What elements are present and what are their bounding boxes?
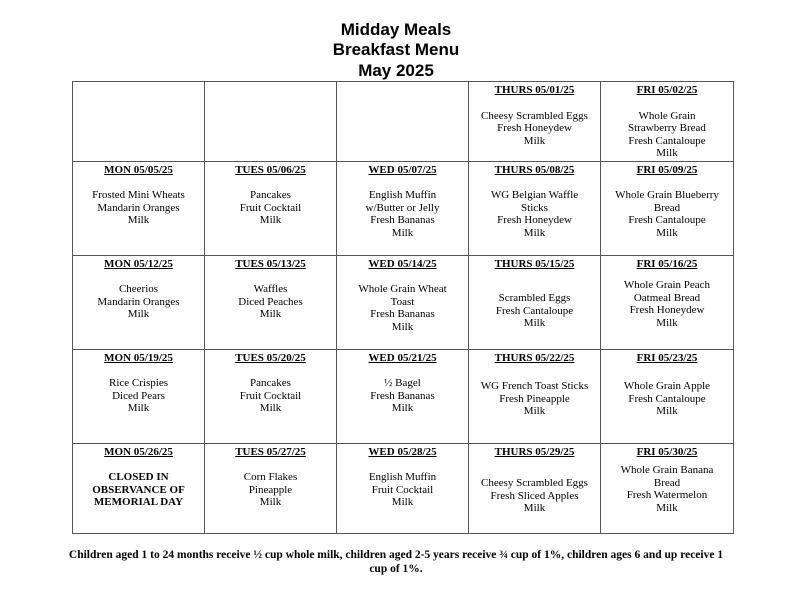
day-cell [205, 443, 337, 533]
menu-item: Milk [656, 147, 678, 159]
day-date: THURS 05/08/25 [494, 163, 575, 176]
day-cell [601, 82, 734, 162]
day-cell [337, 349, 469, 443]
day-menu [207, 189, 334, 227]
menu-item: Milk [259, 402, 282, 414]
week-row [73, 161, 734, 255]
day-date: MON 05/12/25 [104, 257, 173, 270]
day-cell [73, 161, 205, 255]
day-date: WED 05/07/25 [368, 163, 437, 176]
day-menu [471, 292, 598, 330]
day-date: TUES 05/13/25 [235, 257, 306, 270]
day-cell [205, 161, 337, 255]
day-menu [75, 377, 202, 415]
menu-item: MEMORIAL DAY [93, 496, 184, 508]
menu-item: Mandarin Oranges [97, 295, 180, 308]
menu-item: Cheesy Scrambled Eggs [481, 109, 588, 122]
day-date: FRI 05/30/25 [636, 445, 698, 458]
menu-item: CLOSED IN [108, 471, 169, 483]
day-menu [471, 189, 598, 239]
day-date: THURS 05/01/25 [494, 84, 575, 96]
menu-item: Fresh Honeydew [497, 214, 572, 226]
day-menu [603, 464, 731, 514]
day-date: TUES 05/27/25 [235, 445, 306, 458]
week-row [73, 255, 734, 349]
menu-item: Milk [656, 405, 678, 417]
menu-item: Whole Grain Peach [623, 279, 711, 291]
day-cell [469, 255, 601, 349]
day-cell [73, 443, 205, 533]
menu-item: Milk [523, 226, 546, 239]
menu-item: Whole Grain [638, 109, 696, 122]
day-date: MON 05/26/25 [104, 445, 173, 458]
menu-item: w/Butter or Jelly [365, 201, 440, 214]
day-date: TUES 05/06/25 [235, 163, 306, 176]
week-row [73, 82, 734, 162]
menu-item: Milk [127, 308, 150, 320]
menu-item: Whole Grain Banana [620, 464, 714, 476]
day-menu [339, 471, 466, 509]
week-row [73, 443, 734, 533]
empty-day-cell [337, 82, 469, 162]
menu-item: Milk [391, 226, 414, 239]
menu-item: Milk [391, 320, 414, 333]
menu-item: Milk [523, 405, 546, 417]
day-cell [469, 161, 601, 255]
menu-item: Rice Crispies [109, 377, 168, 389]
day-cell [73, 349, 205, 443]
day-menu [471, 380, 598, 418]
menu-item: Milk [391, 402, 414, 414]
menu-item: Waffles [253, 283, 288, 295]
menu-item: Fruit Cocktail [239, 201, 302, 214]
day-menu [75, 189, 202, 227]
day-menu [207, 283, 334, 321]
menu-item: Frosted Mini Wheats [92, 189, 185, 201]
menu-item: Fresh Bananas [370, 214, 435, 226]
menu-item: Whole Grain Apple [623, 380, 711, 392]
menu-item: Cheerios [118, 283, 159, 295]
menu-item: Mandarin Oranges [97, 201, 180, 214]
menu-item: Diced Pears [112, 389, 165, 402]
day-menu [339, 377, 466, 415]
day-menu [207, 377, 334, 415]
menu-subtitle: Breakfast Menu [332, 40, 460, 59]
menu-item: Milk [259, 214, 282, 226]
day-cell [337, 161, 469, 255]
menu-item: Milk [656, 226, 678, 239]
menu-item: Pancakes [250, 189, 291, 201]
day-menu [471, 477, 598, 515]
menu-item: Fresh Sliced Apples [490, 489, 579, 502]
day-cell [469, 82, 601, 162]
closure-notice [75, 471, 202, 509]
menu-item: Oatmeal Bread [633, 291, 701, 304]
menu-month: May 2025 [358, 61, 434, 80]
menu-item: Fresh Cantaloupe [628, 214, 706, 226]
day-date: MON 05/19/25 [104, 351, 173, 364]
day-menu [339, 283, 466, 333]
day-menu [603, 110, 731, 160]
menu-item: Fresh Bananas [370, 389, 435, 402]
day-cell [601, 349, 734, 443]
menu-item: WG Belgian Waffle [490, 189, 579, 201]
menu-item: Fresh Cantaloupe [495, 304, 574, 317]
menu-item: Milk [127, 214, 150, 226]
menu-item: Milk [259, 308, 282, 320]
empty-day-cell [205, 82, 337, 162]
menu-item: Fresh Honeydew [629, 304, 705, 316]
menu-title: Midday Meals [340, 20, 452, 39]
day-cell [601, 255, 734, 349]
menu-item: Milk [391, 496, 414, 508]
menu-item: Bread [653, 476, 681, 489]
menu-item: Scrambled Eggs [498, 292, 571, 304]
menu-item: Corn Flakes [243, 471, 298, 483]
menu-item: Fresh Pineapple [499, 392, 570, 405]
day-date: FRI 05/02/25 [636, 84, 698, 96]
menu-item: Milk [523, 502, 546, 514]
menu-item: English Muffin [368, 471, 437, 483]
day-cell [469, 349, 601, 443]
day-cell [601, 443, 734, 533]
day-menu [75, 283, 202, 321]
day-cell [205, 349, 337, 443]
menu-item: Whole Grain Blueberry [615, 189, 719, 201]
week-row [73, 349, 734, 443]
menu-item: Fresh Cantaloupe [628, 392, 706, 405]
milk-serving-note: Children aged 1 to 24 months receive ½ cup whole milk, children aged 2-5 years receive ¾ cup of 1%, children ages 6 and up receive 1 cup of 1%. [68, 549, 724, 575]
day-date: THURS 05/29/25 [494, 445, 575, 458]
menu-item: Milk [523, 317, 546, 329]
menu-item: Diced Peaches [238, 295, 303, 308]
empty-day-cell [73, 82, 205, 162]
menu-item: Strawberry Bread [628, 122, 706, 134]
menu-item: Fresh Bananas [370, 308, 435, 320]
menu-item: Pancakes [250, 377, 291, 389]
day-date: WED 05/28/25 [368, 445, 437, 458]
day-cell [337, 443, 469, 533]
day-cell [337, 255, 469, 349]
menu-item: Milk [656, 316, 678, 329]
menu-item: Bread [653, 201, 681, 214]
menu-item: Fresh Watermelon [626, 489, 708, 501]
menu-item: Milk [127, 402, 150, 414]
menu-item: Cheesy Scrambled Eggs [481, 477, 588, 489]
menu-item: Fruit Cocktail [239, 389, 302, 402]
menu-item: Toast [390, 295, 415, 308]
day-date: MON 05/05/25 [104, 163, 173, 176]
menu-item: Whole Grain Wheat [358, 283, 447, 295]
day-date: FRI 05/16/25 [636, 257, 698, 270]
menu-item: Milk [656, 501, 678, 514]
menu-item: Sticks [521, 201, 548, 214]
day-cell [601, 161, 734, 255]
menu-item: ½ Bagel [384, 377, 421, 389]
menu-item: Fruit Cocktail [371, 483, 434, 496]
menu-item: OBSERVANCE OF [92, 483, 185, 496]
day-menu [603, 279, 731, 329]
day-menu [471, 110, 598, 148]
menu-item: English Muffin [368, 189, 437, 201]
day-cell [73, 255, 205, 349]
day-menu [339, 189, 466, 239]
day-date: TUES 05/20/25 [235, 351, 306, 364]
menu-item: Fresh Honeydew [497, 122, 572, 134]
menu-item: WG French Toast Sticks [480, 380, 589, 392]
day-date: WED 05/14/25 [368, 257, 437, 270]
menu-item: Milk [523, 134, 546, 147]
day-date: FRI 05/09/25 [636, 163, 698, 176]
day-date: WED 05/21/25 [368, 351, 437, 364]
day-menu [207, 471, 334, 509]
menu-item: Pineapple [248, 483, 293, 496]
day-date: FRI 05/23/25 [636, 351, 698, 364]
day-cell [469, 443, 601, 533]
day-menu [603, 189, 731, 239]
menu-calendar-table [72, 81, 734, 534]
day-date: THURS 05/22/25 [494, 351, 575, 364]
menu-item: Fresh Cantaloupe [628, 134, 706, 147]
menu-item: Milk [259, 496, 282, 508]
day-cell [205, 255, 337, 349]
day-menu [603, 380, 731, 418]
day-date: THURS 05/15/25 [494, 257, 575, 270]
